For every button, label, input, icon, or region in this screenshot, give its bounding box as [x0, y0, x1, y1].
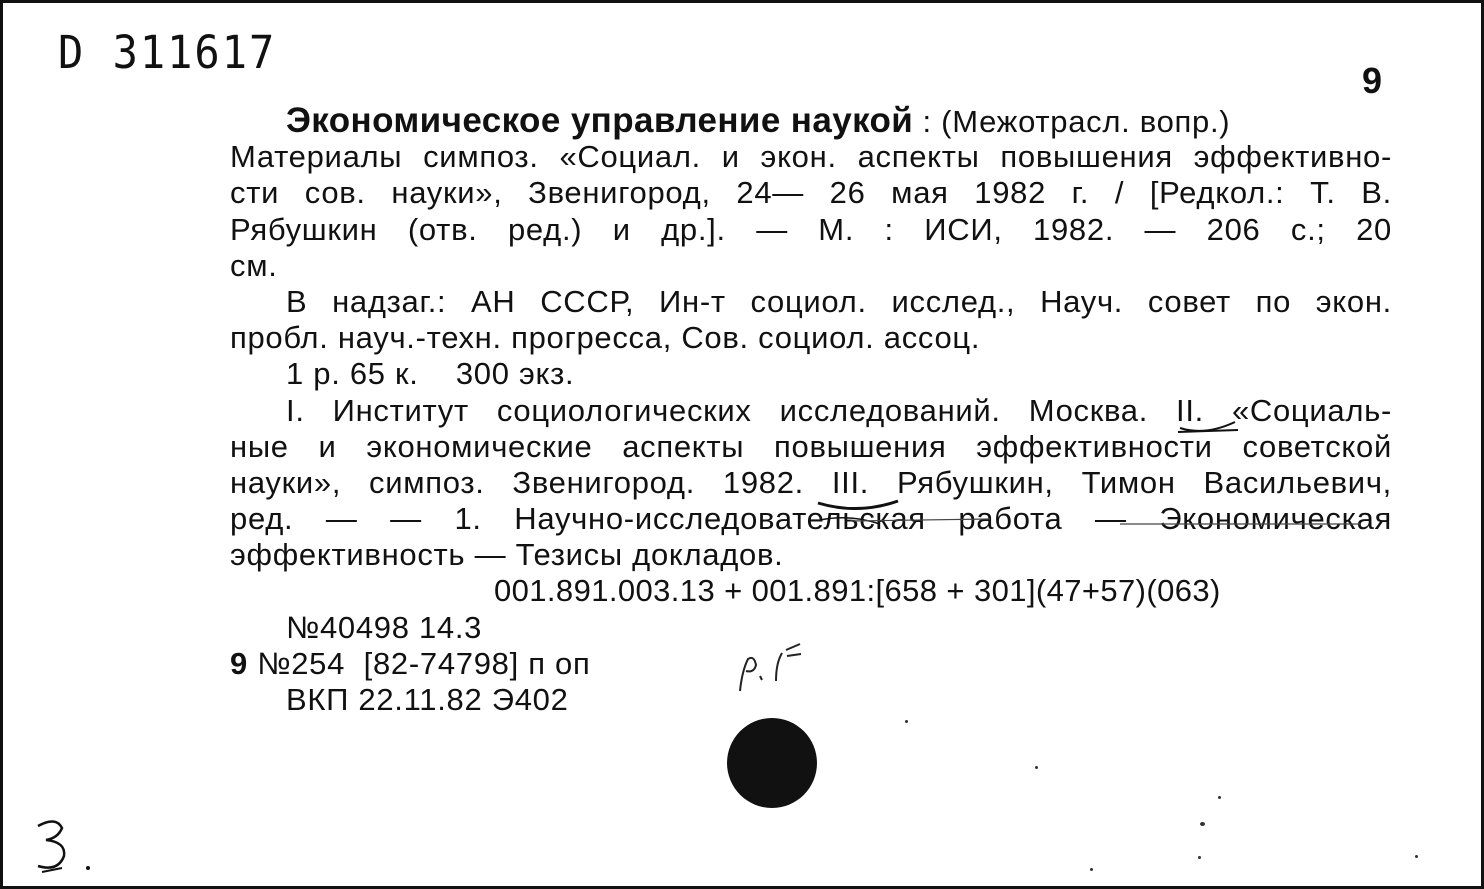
handwritten-numeral-icon: [28, 812, 98, 882]
page-number: 9: [1362, 60, 1383, 101]
entry-line: Материалы симпоз. «Социал. и экон. аспекты повышения эффективно-: [230, 139, 1392, 175]
tracing-line: науки», симпоз. Звенигород. 1982. III. Рябушкин, Тимон Васильевич,: [230, 464, 1392, 500]
speck: [1198, 856, 1201, 859]
tracing-line: ные и экономические аспекты повышения эффективности советской: [230, 428, 1392, 464]
entry-line: Рябушкин (отв. ред.) и др.]. — М. : ИСИ, 1982. — 206 с.; 20: [230, 211, 1392, 247]
price-line: 1 р. 65 к. 300 экз.: [286, 356, 575, 392]
speck: [1035, 766, 1038, 769]
order-details: №254 [82-74798] п оп: [247, 645, 591, 681]
tracing-line: эффективность — Тезисы докладов.: [230, 537, 784, 573]
entry-title-rest: : (Межотрасл. вопр.): [913, 104, 1231, 139]
speck: [905, 720, 908, 723]
punched-hole: [727, 718, 817, 808]
order-prefix: 9: [230, 645, 248, 681]
speck: [1218, 796, 1221, 799]
speck: [1415, 855, 1418, 858]
speck: [1090, 868, 1093, 871]
note-line: пробл. науч.-техн. прогресса, Сов. социол. ассоц.: [230, 320, 981, 356]
speck: [1200, 822, 1205, 826]
inventory-number: №40498 14.3: [286, 609, 483, 645]
handwritten-initials-icon: [732, 636, 832, 696]
title-line: [230, 103, 1392, 139]
entry-title: Экономическое управление наукой: [286, 101, 914, 140]
vkp-line: ВКП 22.11.82 Э402: [286, 682, 569, 717]
bibliographic-entry: [230, 103, 1392, 718]
call-number: D 311617: [58, 26, 277, 79]
entry-line: см.: [230, 247, 278, 283]
tracing-line: I. Институт социологических исследований. Москва. II. «Социаль-: [286, 392, 1392, 428]
entry-line: сти сов. науки», Звенигород, 24— 26 мая 1982 г. / [Редкол.: Т. В.: [230, 175, 1392, 211]
card-top-edge-mark: [40, 0, 130, 3]
udc-index: 001.891.003.13 + 001.891:[658 + 301](47+57)(063): [494, 573, 1221, 609]
tracing-line: ред. — — 1. Научно-исследовательская работа — Экономическая: [230, 501, 1392, 537]
note-line: В надзаг.: АН СССР, Ин-т социол. исслед., Науч. совет по экон.: [286, 283, 1392, 319]
